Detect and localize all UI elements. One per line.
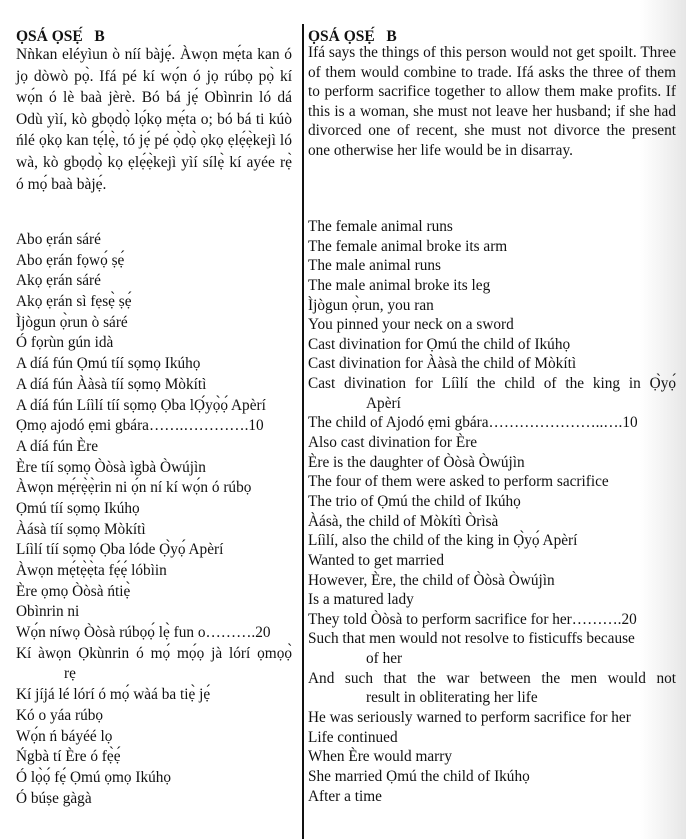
verse-line: A díá fún Ààsà tíí sọmọ Mòkítì xyxy=(16,375,207,393)
verse-line: Ère ọmọ Òòsà ńtiẹ̀ xyxy=(16,582,131,600)
verse-line: Cast divination for Ààsà the child of Mòkítì xyxy=(308,355,577,373)
verse-line: Àásà, the child of Mòkítì Òrìsà xyxy=(308,512,499,530)
verse-line: Kó o yáa rúbọ xyxy=(16,706,104,724)
verse-line: Cast divination for Ọmú the child of Ikúhọ xyxy=(308,335,571,353)
verse-line: Ó búṣe gàgà xyxy=(16,789,92,807)
verse-line-continuation: result in obliterating her life xyxy=(366,689,538,707)
verse-line: She married Ọmú the child of Ikúhọ xyxy=(308,767,530,785)
verse-line-continuation: rẹ xyxy=(64,665,76,683)
verse-line: The female animal runs xyxy=(308,218,453,235)
verse-line: After a time xyxy=(308,787,382,805)
verse-line: Life continued xyxy=(308,728,398,746)
english-verse-list xyxy=(308,217,676,806)
verse-line: Cast divination for Líìlí the child of the king in Ọ̀yọ́ xyxy=(308,375,676,393)
verse-line: When Ère would marry xyxy=(308,748,452,766)
verse-line: Wọ́n níwọ Òòsà rúbọọ́ lẹ̀ fun o……….20 xyxy=(16,624,271,642)
verse-line: Wanted to get married xyxy=(308,551,444,569)
verse-line: The trio of Ọmú the child of Ikúhọ xyxy=(308,492,521,510)
yoruba-summary-paragraph: Nǹkan eléyìun ò níí bàjẹ́. Àwọn mẹ́ta kan ó jọ dòwò pọ̀. Ifá pé kí wọ́n ó jọ rúbọ pọ̀ kí wọ́n ó lè baà jèrè. Bó bá jẹ́ Obìnrin ló dá Odù yìí, kò gbọdọ̀ lọ́kọ mẹ́ta o; bó bá ti kúò ńlé ọkọ kan tẹ́lẹ̀, tó jẹ́ pé ọ̀dọ̀ ọkọ ẹlẹ́ẹ̀kejì ló wà, kò gbọdọ̀ kọ ẹlẹ́ẹ̀kejì yìí sílẹ̀ kí ayée rẹ̀ ó mọ́ baà bàjẹ́. xyxy=(16,46,292,193)
verse-line: A díá fún Ọmú tíí sọmọ Ikúhọ xyxy=(16,355,201,373)
verse-line: Àwọn mẹ́rẹ̀ẹ̀rin ni ọ́n ní kí wọ́n ó rúbọ xyxy=(16,479,252,497)
verse-line: Ìjògun ọ̀run, you ran xyxy=(308,296,434,314)
english-summary-paragraph: Ifá says the things of this person would not get spoilt. Three of them would combine to trade. Ifá asks the three of them to perform sacrifice together to allow them make profits. If this is a woman, she must not leave her husband; if she had divorced one of recent, she must not divorce the present one otherwise her life would be in disarray. xyxy=(308,44,676,159)
verse-line: The four of them were asked to perform sacrifice xyxy=(308,473,609,491)
verse-line: The male animal broke its leg xyxy=(308,276,491,294)
verse-line: Kí àwọn Ọkùnrin ó mọ́ mọ́ọ jà lórí ọmọọ̀ xyxy=(16,644,292,662)
verse-line: Ọmú tíí sọmọ Ikúhọ xyxy=(16,499,140,517)
verse-line: However, Ère, the child of Òòsà Òwújìn xyxy=(308,571,555,589)
verse-line: Líìlí tíí sọmọ Ọba lóde Ọ̀yọ́ Apèrí xyxy=(16,541,224,559)
verse-line: Ńgbà tí Ère ó fẹ̀ẹ́ xyxy=(16,748,121,766)
verse-line: Ó lọ̀ọ́ fẹ́ Ọmú ọmọ Ikúhọ xyxy=(16,768,172,786)
verse-line: Ìjògun ọ̀run ò sáré xyxy=(16,313,128,331)
verse-line: The child of Ajodó ẹmi gbára…………………..….10 xyxy=(308,414,638,432)
verse-line: Àwọn mẹ́tẹ̀ẹ̀ta fẹ́ẹ́ lóbìin xyxy=(16,562,167,579)
verse-line: He was seriously warned to perform sacrifice for her xyxy=(308,709,631,727)
verse-line: And such that the war between the men would not xyxy=(308,669,676,687)
verse-line: The female animal broke its arm xyxy=(308,237,508,255)
verse-line: Abo ẹrán fọwọ́ ṣẹ́ xyxy=(16,251,125,269)
verse-line: Wọ́n ń báyéé lọ xyxy=(16,727,113,745)
verse-line: Ọmọ ajodó ẹmi gbára…….………….10 xyxy=(16,417,264,435)
verse-line: Also cast divination for Ère xyxy=(308,434,478,452)
english-heading: ỌSÁ ỌSẸ́ B xyxy=(308,28,397,45)
verse-line: Ère tíí sọmọ Òòsà ìgbà Òwújìn xyxy=(16,458,206,476)
verse-line: They told Òòsà to perform sacrifice for her……….20 xyxy=(308,610,637,628)
verse-line: A díá fún Líìlí tíí sọmọ Ọba lỌ́yọ̀ọ́ Apèrí xyxy=(16,396,266,414)
verse-line: Abo ẹrán sáré xyxy=(16,231,101,248)
verse-line-continuation: of her xyxy=(366,650,403,668)
yoruba-verse-list xyxy=(16,230,292,809)
verse-line: You pinned your neck on a sword xyxy=(308,316,514,334)
yoruba-heading: ỌSÁ ỌSẸ́ B xyxy=(16,28,105,45)
verse-line: Àásà tíí sọmọ Mòkítì xyxy=(16,520,146,538)
verse-line: Such that men would not resolve to fisticuffs because xyxy=(308,630,635,648)
verse-line: Akọ ẹrán sì fẹsẹ̀ ṣẹ́ xyxy=(16,293,132,311)
verse-line: Ó fọrùn gún idà xyxy=(16,334,114,352)
verse-line: Akọ ẹrán sáré xyxy=(16,272,101,290)
column-divider xyxy=(302,24,304,839)
verse-line: The male animal runs xyxy=(308,257,441,275)
verse-line: Líìlí, also the child of the king in Ọ̀yọ́ Apèrí xyxy=(308,532,578,550)
verse-line: A díá fún Ère xyxy=(16,437,98,455)
verse-line: Obìnrin ni xyxy=(16,603,80,621)
verse-line-continuation: Apèrí xyxy=(366,394,401,412)
verse-line: Kí jíjá lé lórí ó mọ́ wàá ba tiẹ̀ jẹ́ xyxy=(16,686,211,704)
verse-line: Is a matured lady xyxy=(308,591,414,609)
verse-line: Ère is the daughter of Òòsà Òwújìn xyxy=(308,453,525,471)
